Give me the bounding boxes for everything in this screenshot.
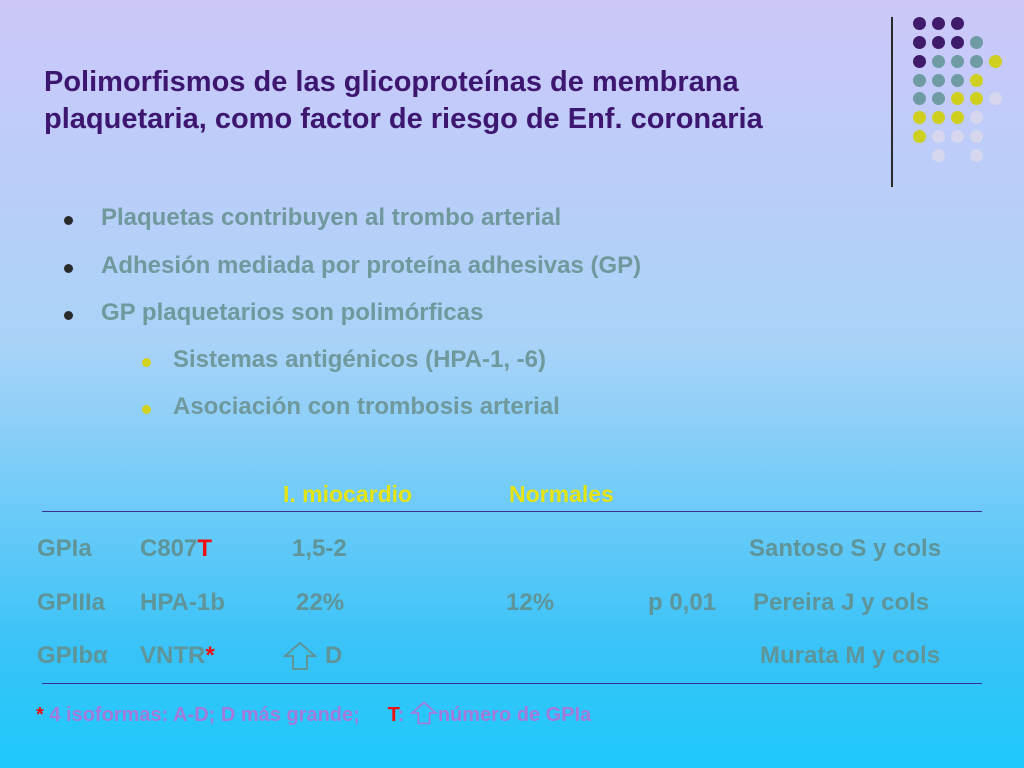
cell-ref: Murata M y cols <box>760 642 941 669</box>
bullet-text: Adhesión mediada por proteína adhesivas (GP) <box>101 252 642 279</box>
footnote-separator: : <box>397 704 405 726</box>
cell-variant: HPA-1b <box>140 589 225 616</box>
cell-variant: C807T <box>140 535 213 562</box>
bullet-item <box>101 252 641 280</box>
decor-dot <box>913 17 926 30</box>
slide-title-line-1: Polimorfismos de las glicoproteínas de membrana <box>44 66 739 98</box>
slide-title-line-2: plaquetaria, como factor de riesgo de Enf. coronaria <box>44 103 763 135</box>
variant-mark: * <box>205 642 215 669</box>
decor-dot <box>951 36 964 49</box>
decor-dot <box>970 55 983 68</box>
cell-mi: 22% <box>296 589 345 616</box>
decor-dot <box>989 55 1002 68</box>
decor-dot <box>932 36 945 49</box>
footnote <box>36 701 591 727</box>
cell-mi: 1,5-2 <box>292 535 347 562</box>
decor-dot <box>951 74 964 87</box>
sub-bullet-dot-icon <box>142 405 151 414</box>
bullet-dot-icon <box>64 216 73 225</box>
table-top-rule <box>42 511 982 512</box>
cell-mi: D <box>325 642 343 669</box>
decor-dot <box>913 36 926 49</box>
decor-dot <box>951 111 964 124</box>
decor-dot <box>970 36 983 49</box>
bullet-dot-icon <box>64 264 73 273</box>
bullet-item <box>101 299 483 327</box>
cell-gp: GPIa <box>37 535 92 562</box>
column-header-normales: Normales <box>509 481 614 507</box>
cell-gp: GPIIIa <box>37 589 106 616</box>
cell-variant: VNTR* <box>140 642 215 669</box>
decor-dot <box>951 130 964 143</box>
sub-bullet-item <box>173 393 560 421</box>
bullet-text: Plaquetas contribuyen al trombo arterial <box>101 204 562 231</box>
decor-dot <box>989 92 1002 105</box>
bullet-text: GP plaquetarios son polimórficas <box>101 299 484 326</box>
slide-title <box>44 64 944 138</box>
footnote-star: * <box>36 704 44 726</box>
decor-dot <box>970 130 983 143</box>
decor-dot <box>932 149 945 162</box>
alpha-symbol: α <box>93 642 108 669</box>
footnote-t-mark: T <box>387 704 398 726</box>
decor-dot <box>932 17 945 30</box>
cell-ref: Santoso S y cols <box>749 535 942 562</box>
footnote-text-2: número de GPIa <box>437 704 592 726</box>
decor-dot <box>970 149 983 162</box>
sub-bullet-text: Asociación con trombosis arterial <box>173 393 560 420</box>
cell-gp: GPIbα <box>37 642 108 669</box>
cell-ref: Pereira J y cols <box>753 589 930 616</box>
decor-dot <box>951 92 964 105</box>
decor-dot <box>951 55 964 68</box>
sub-bullet-text: Sistemas antigénicos (HPA-1, -6) <box>173 346 546 373</box>
decor-dot <box>970 92 983 105</box>
up-arrow-icon <box>283 641 317 671</box>
decor-dot <box>970 111 983 124</box>
sub-bullet-item <box>173 346 546 374</box>
decor-dot <box>970 74 983 87</box>
up-arrow-icon <box>410 701 438 725</box>
cell-normal: 12% <box>506 589 555 616</box>
sub-bullet-dot-icon <box>142 358 151 367</box>
bullet-item <box>101 204 561 232</box>
bullet-dot-icon <box>64 311 73 320</box>
table-bottom-rule <box>42 683 982 684</box>
decor-dot <box>951 17 964 30</box>
footnote-text-1: 4 isoformas: A-D; D más grande; <box>49 704 360 726</box>
variant-mark: T <box>197 535 213 562</box>
column-header-mi: I. miocardio <box>283 481 413 507</box>
cell-p-value: p 0,01 <box>648 589 717 616</box>
